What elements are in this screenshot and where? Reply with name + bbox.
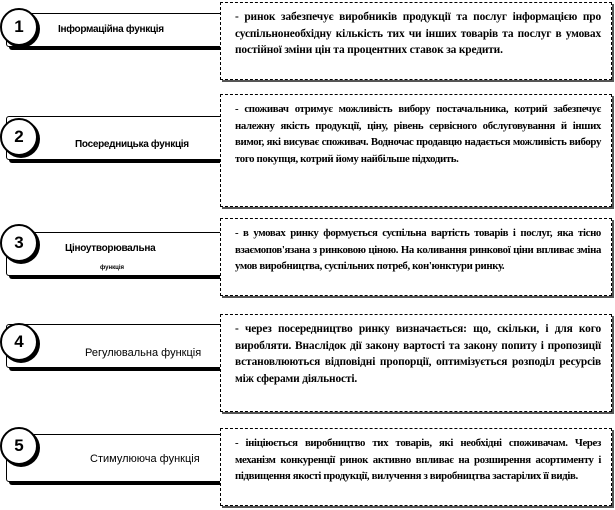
number-badge: 2 (0, 118, 38, 156)
number-badge: 4 (0, 323, 38, 361)
function-description: - в умовах ринку формується суспільна вартість товарів і послуг, яка тісно взаємопов'язана з ринковою ціною. На коливання ринкової ціни впливає зміна умов виробництва, суспільних потреб, кон'юнктури ринку. (235, 227, 601, 273)
function-name: Посередницька функція (75, 139, 189, 150)
description-box (220, 218, 612, 296)
function-name-line2: функція (100, 265, 124, 271)
function-name-box (6, 324, 228, 368)
description-box (220, 2, 612, 80)
function-name-box (6, 116, 228, 160)
function-description: - через посередництво ринку визначається: що, скільки, і для кого виробляти. Внаслідок дії закону вартості та закону попиту і пропозиції встановлюються відповідні пропорції, оптимізується розподіл ресурсів між сферами діяльності. (235, 323, 601, 385)
function-name: Стимулююча функція (90, 453, 200, 465)
function-description: - ініціюється виробництво тих товарів, які необхідні споживачам. Через механізм конкуренції ринок активно впливає на розширення асортименту і підвищення якості продукції, вилучення з виробництва застарілих її видів. (235, 437, 601, 483)
number-badge: 5 (0, 427, 38, 465)
function-name: Регулювальна функція (85, 347, 202, 359)
function-description: - ринок забезпечує виробників продукції та послуг інформацією про суспільнонеобхідну кількість тих чи інших товарів та послуг в умовах постійної зміни цін та процентних ставок за кредити. (235, 11, 601, 57)
function-name: Ціноутворювальна (65, 243, 156, 254)
function-name: Інформаційна функція (58, 24, 164, 35)
number-badge: 1 (0, 8, 38, 46)
description-box (220, 314, 612, 412)
function-description: - споживач отримує можливість вибору постачальника, котрий забезпечує належну якість продукції, ціну, рівень сервісного обслуговування й інших вимог, які висуває споживач. Водночас продавцю надається можливість вибору того покупця, котрий йому найбільше підходить. (235, 103, 601, 165)
number-badge: 3 (0, 224, 38, 262)
description-box (220, 94, 612, 207)
description-box (220, 428, 612, 506)
